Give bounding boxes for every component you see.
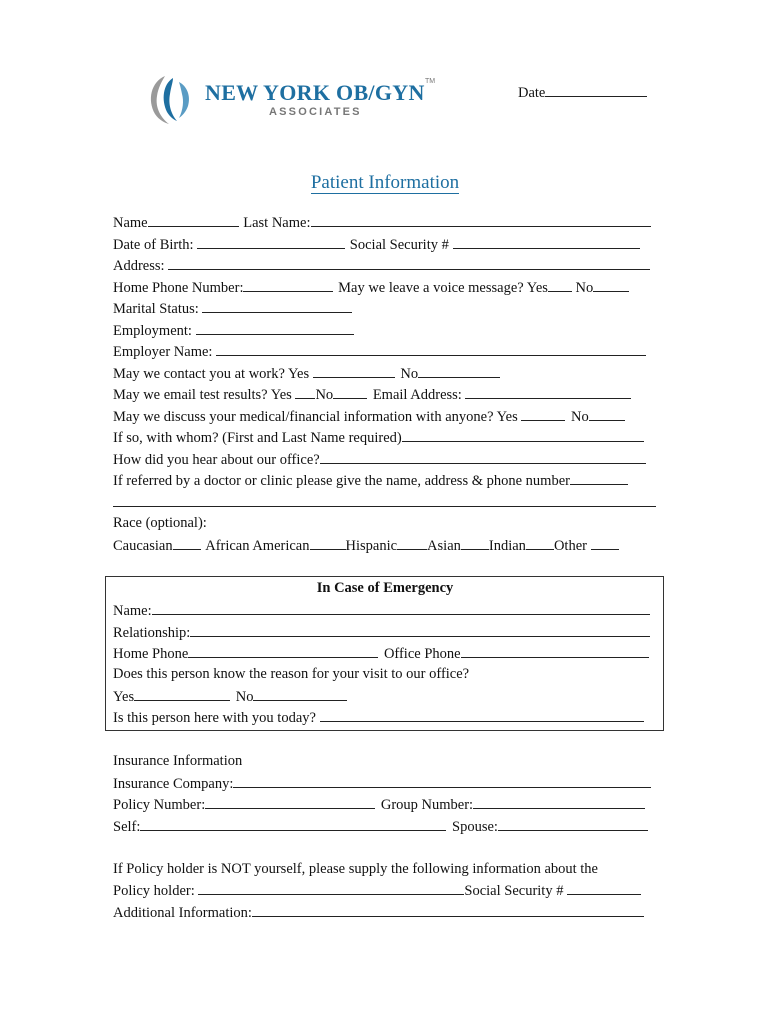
additional-info-row: Additional Information:	[113, 903, 644, 922]
logo-tagline: ASSOCIATES	[269, 106, 362, 118]
self-spouse-row: Self: Spouse:	[113, 817, 648, 836]
discuss-no-blank[interactable]	[589, 407, 625, 421]
emergency-name-blank[interactable]	[152, 601, 650, 615]
employment-blank[interactable]	[196, 321, 354, 335]
email-no-blank[interactable]	[333, 385, 367, 399]
emergency-office-phone-blank[interactable]	[461, 644, 649, 658]
practice-logo	[143, 70, 443, 126]
emergency-relationship-row: Relationship:	[113, 623, 650, 642]
email-yes-blank[interactable]	[295, 385, 315, 399]
work-no-blank[interactable]	[418, 364, 500, 378]
date-label: Date	[518, 85, 546, 101]
emergency-title: In Case of Emergency	[316, 580, 454, 596]
referred-row: If referred by a doctor or clinic please give the name, address & phone number	[113, 471, 628, 490]
date-blank[interactable]	[545, 83, 647, 97]
emergency-here-today-row: Is this person here with you today?	[113, 708, 644, 727]
email-results-row: May we email test results? Yes No Email Address:	[113, 385, 631, 404]
voice-yes-blank[interactable]	[548, 278, 572, 292]
race-options-row: Caucasian African American Hispanic Asian Indian Other	[113, 536, 619, 555]
voice-no-blank[interactable]	[593, 278, 629, 292]
emergency-name-row: Name:	[113, 601, 650, 620]
self-blank[interactable]	[140, 817, 446, 831]
policy-holder-row: Policy holder: Social Security #	[113, 881, 641, 900]
referred-blank[interactable]	[570, 471, 628, 485]
policy-holder-ssn-blank[interactable]	[567, 881, 641, 895]
email-address-blank[interactable]	[465, 385, 631, 399]
with-whom-blank[interactable]	[402, 428, 644, 442]
race-african-american-blank[interactable]	[310, 536, 346, 550]
emergency-no-blank[interactable]	[253, 687, 347, 701]
home-phone-row: Home Phone Number: May we leave a voice message? Yes No	[113, 278, 629, 297]
address-blank[interactable]	[168, 256, 650, 270]
policy-number-row: Policy Number: Group Number:	[113, 795, 645, 814]
emergency-yes-blank[interactable]	[134, 687, 230, 701]
emergency-know-reason: Does this person know the reason for your visit to our office?	[113, 666, 470, 682]
date-field[interactable]	[518, 83, 647, 102]
race-other-blank[interactable]	[591, 536, 619, 550]
contact-work-row: May we contact you at work? Yes No	[113, 364, 500, 383]
race-indian-blank[interactable]	[526, 536, 554, 550]
name-row: Name Last Name:	[113, 213, 651, 232]
additional-info-blank[interactable]	[252, 903, 644, 917]
discuss-yes-blank[interactable]	[521, 407, 565, 421]
logo-swirl-icon	[143, 70, 203, 126]
policy-holder-note: If Policy holder is NOT yourself, please supply the following information about the	[113, 861, 598, 877]
with-whom-row: If so, with whom? (First and Last Name required)	[113, 428, 644, 447]
name-blank[interactable]	[148, 213, 239, 227]
logo-trademark: TM	[425, 78, 436, 85]
group-number-blank[interactable]	[473, 795, 645, 809]
employment-row: Employment:	[113, 321, 354, 340]
work-yes-blank[interactable]	[313, 364, 395, 378]
emergency-relationship-blank[interactable]	[190, 623, 650, 637]
page-title: Patient Information	[310, 172, 460, 193]
home-phone-blank[interactable]	[243, 278, 333, 292]
last-name-blank[interactable]	[311, 213, 651, 227]
hear-about-blank[interactable]	[320, 450, 646, 464]
race-label: Race (optional):	[113, 515, 207, 531]
employer-blank[interactable]	[216, 342, 646, 356]
referred-extra-line[interactable]	[113, 506, 656, 507]
marital-row: Marital Status:	[113, 299, 352, 318]
dob-row: Date of Birth: Social Security #	[113, 235, 640, 254]
address-row: Address:	[113, 256, 650, 275]
spouse-blank[interactable]	[498, 817, 648, 831]
emergency-here-today-blank[interactable]	[320, 708, 644, 722]
insurance-company-row: Insurance Company:	[113, 774, 651, 793]
emergency-yes-no-row: Yes No	[113, 687, 347, 706]
marital-blank[interactable]	[202, 299, 352, 313]
insurance-company-blank[interactable]	[233, 774, 651, 788]
emergency-home-phone-blank[interactable]	[188, 644, 378, 658]
ssn-blank[interactable]	[453, 235, 640, 249]
insurance-heading: Insurance Information	[113, 753, 243, 769]
dob-blank[interactable]	[197, 235, 345, 249]
race-asian-blank[interactable]	[461, 536, 489, 550]
hear-about-row: How did you hear about our office?	[113, 450, 646, 469]
discuss-row: May we discuss your medical/financial information with anyone? Yes No	[113, 407, 625, 426]
policy-holder-blank[interactable]	[198, 881, 464, 895]
logo-name: NEW YORK OB/GYN	[205, 80, 425, 105]
employer-row: Employer Name:	[113, 342, 646, 361]
race-caucasian-blank[interactable]	[173, 536, 201, 550]
emergency-phone-row: Home Phone Office Phone	[113, 644, 649, 663]
race-hispanic-blank[interactable]	[397, 536, 427, 550]
policy-number-blank[interactable]	[205, 795, 375, 809]
